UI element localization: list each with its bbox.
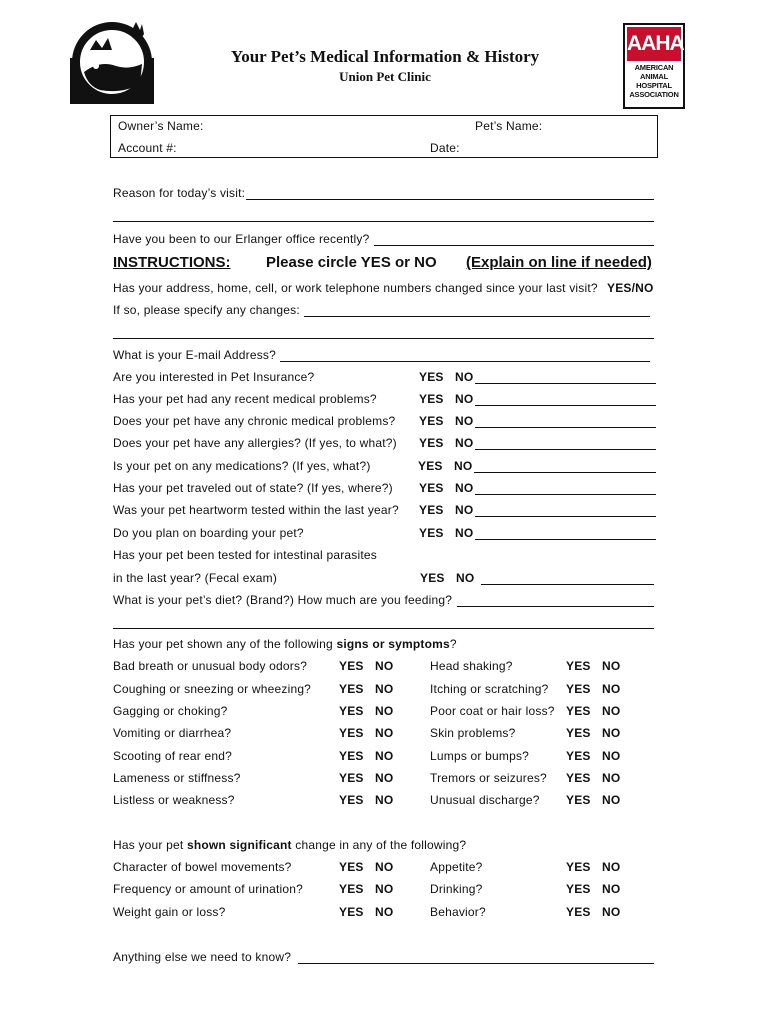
reason-line[interactable] <box>246 199 654 200</box>
yes-option[interactable]: YES <box>419 436 444 450</box>
anything-else-label: Anything else we need to know? <box>113 950 292 964</box>
reason-label: Reason for today’s visit: <box>113 186 246 200</box>
answer-line[interactable] <box>481 584 654 585</box>
aaha-line: AMERICAN <box>634 63 674 72</box>
address-change-question: Has your address, home, cell, or work telephone numbers changed since your last visit? <box>113 281 598 295</box>
question-label: Does your pet have any chronic medical problems? <box>113 414 396 428</box>
no-option[interactable]: NO <box>375 771 394 785</box>
email-line[interactable] <box>280 361 650 362</box>
yes-option[interactable]: YES <box>419 503 444 517</box>
symptom-label: Tremors or seizures? <box>430 771 547 785</box>
symptom-label: Itching or scratching? <box>430 682 549 696</box>
no-option[interactable]: NO <box>375 659 394 673</box>
no-option[interactable]: NO <box>375 793 394 807</box>
no-option[interactable]: NO <box>456 571 475 585</box>
yes-option[interactable]: YES <box>566 793 591 807</box>
question-label: Do you plan on boarding your pet? <box>113 526 304 540</box>
yes-option[interactable]: YES <box>419 481 444 495</box>
symptom-label: Lameness or stiffness? <box>113 771 241 785</box>
address-specify-line-2[interactable] <box>113 338 654 339</box>
symptom-label: Head shaking? <box>430 659 513 673</box>
aaha-line: ASSOCIATION <box>629 90 679 99</box>
no-option[interactable]: NO <box>602 860 621 874</box>
yes-option[interactable]: YES <box>566 882 591 896</box>
email-label: What is your E-mail Address? <box>113 348 276 362</box>
yes-option[interactable]: YES <box>566 860 591 874</box>
signs-intro-bold: signs or symptoms <box>336 637 450 651</box>
signs-intro-text: Has your pet shown any of the following <box>113 637 337 651</box>
no-option[interactable]: NO <box>455 503 474 517</box>
yes-option[interactable]: YES <box>566 704 591 718</box>
symptom-label: Vomiting or diarrhea? <box>113 726 232 740</box>
no-option[interactable]: NO <box>602 793 621 807</box>
yes-option[interactable]: YES <box>418 459 443 473</box>
yes-option[interactable]: YES <box>339 726 364 740</box>
diet-line[interactable] <box>457 606 654 607</box>
yes-option[interactable]: YES <box>566 659 591 673</box>
yes-option[interactable]: YES <box>419 526 444 540</box>
yes-option[interactable]: YES <box>566 749 591 763</box>
question-label: Is your pet on any medications? (If yes, what?) <box>113 459 371 473</box>
answer-line[interactable] <box>475 516 656 517</box>
answer-line[interactable] <box>475 427 656 428</box>
clinic-name: Union Pet Clinic <box>339 69 431 84</box>
yes-option[interactable]: YES <box>566 771 591 785</box>
answer-line[interactable] <box>475 539 656 540</box>
answer-line[interactable] <box>475 449 656 450</box>
symptom-label: Poor coat or hair loss? <box>430 704 555 718</box>
yes-option[interactable]: YES <box>420 571 445 585</box>
no-option[interactable]: NO <box>455 526 474 540</box>
address-specify-label: If so, please specify any changes: <box>113 303 300 317</box>
change-label: Drinking? <box>430 882 483 896</box>
parasite-question-line2: in the last year? (Fecal exam) <box>113 571 278 585</box>
no-option[interactable]: NO <box>602 659 621 673</box>
no-option[interactable]: NO <box>602 905 621 919</box>
no-option[interactable]: NO <box>454 459 473 473</box>
owner-name-label: Owner’s Name: <box>118 119 204 133</box>
yes-option[interactable]: YES <box>339 771 364 785</box>
no-option[interactable]: NO <box>602 682 621 696</box>
no-option[interactable]: NO <box>602 704 621 718</box>
erlanger-line[interactable] <box>374 245 654 246</box>
no-option[interactable]: NO <box>375 905 394 919</box>
yes-option[interactable]: YES <box>339 860 364 874</box>
date-label: Date: <box>430 141 460 155</box>
question-label: Has your pet traveled out of state? (If yes, where?) <box>113 481 393 495</box>
yes-option[interactable]: YES <box>339 682 364 696</box>
change-label: Frequency or amount of urination? <box>113 882 304 896</box>
yes-option[interactable]: YES <box>419 392 444 406</box>
no-option[interactable]: NO <box>602 726 621 740</box>
aaha-acronym: AAHA <box>627 27 681 61</box>
page-title: Your Pet’s Medical Information & History <box>230 47 540 66</box>
no-option[interactable]: NO <box>455 481 474 495</box>
change-intro-text: Has your pet <box>113 838 187 852</box>
answer-line[interactable] <box>474 472 656 473</box>
symptom-label: Scooting of rear end? <box>113 749 232 763</box>
answer-line[interactable] <box>475 405 656 406</box>
no-option[interactable]: NO <box>375 726 394 740</box>
no-option[interactable]: NO <box>602 749 621 763</box>
symptom-label: Bad breath or unusual body odors? <box>113 659 308 673</box>
answer-line[interactable] <box>475 383 656 384</box>
change-label: Behavior? <box>430 905 486 919</box>
symptom-label: Unusual discharge? <box>430 793 540 807</box>
no-option[interactable]: NO <box>602 771 621 785</box>
clinic-logo <box>70 20 156 106</box>
pet-name-label: Pet’s Name: <box>475 119 543 133</box>
instructions-explain: (Explain on line if needed) <box>466 254 652 271</box>
no-option[interactable]: NO <box>375 882 394 896</box>
symptom-label: Gagging or choking? <box>113 704 228 718</box>
question-label: Are you interested in Pet Insurance? <box>113 370 315 384</box>
change-intro <box>113 838 466 852</box>
parasite-question-line1: Has your pet been tested for intestinal parasites <box>113 548 377 562</box>
signs-intro-end: ? <box>449 637 457 651</box>
instructions-circle: Please circle YES or NO <box>266 254 437 271</box>
address-change-answer[interactable]: YES/NO <box>607 281 654 295</box>
yes-option[interactable]: YES <box>419 414 444 428</box>
yes-option[interactable]: YES <box>339 704 364 718</box>
signs-intro <box>113 637 457 651</box>
aaha-line: HOSPITAL <box>636 81 672 90</box>
symptom-label: Coughing or sneezing or wheezing? <box>113 682 312 696</box>
yes-option[interactable]: YES <box>339 905 364 919</box>
question-label: Has your pet had any recent medical problems? <box>113 392 377 406</box>
yes-option[interactable]: YES <box>339 882 364 896</box>
instructions-heading: INSTRUCTIONS: <box>113 254 231 271</box>
no-option[interactable]: NO <box>375 860 394 874</box>
symptom-label: Lumps or bumps? <box>430 749 530 763</box>
change-intro-bold: shown significant <box>186 838 292 852</box>
diet-label: What is your pet’s diet? (Brand?) How much are you feeding? <box>113 593 453 607</box>
no-option[interactable]: NO <box>375 704 394 718</box>
aaha-logo <box>623 23 685 109</box>
yes-option[interactable]: YES <box>419 370 444 384</box>
change-label: Weight gain or loss? <box>113 905 226 919</box>
no-option[interactable]: NO <box>375 749 394 763</box>
symptom-label: Listless or weakness? <box>113 793 235 807</box>
no-option[interactable]: NO <box>455 392 474 406</box>
yes-option[interactable]: YES <box>339 749 364 763</box>
question-label: Was your pet heartworm tested within the last year? <box>113 503 399 517</box>
no-option[interactable]: NO <box>455 370 474 384</box>
reason-line-2[interactable] <box>113 221 654 222</box>
answer-line[interactable] <box>475 494 656 495</box>
no-option[interactable]: NO <box>602 882 621 896</box>
yes-option[interactable]: YES <box>339 793 364 807</box>
diet-line-2[interactable] <box>113 628 654 629</box>
change-intro-end: change in any of the following? <box>291 838 467 852</box>
anything-else-line[interactable] <box>298 963 654 964</box>
account-label: Account #: <box>118 141 177 155</box>
question-label: Does your pet have any allergies? (If yes, to what?) <box>113 436 397 450</box>
change-label: Character of bowel movements? <box>113 860 292 874</box>
change-label: Appetite? <box>430 860 483 874</box>
symptom-label: Skin problems? <box>430 726 516 740</box>
yes-option[interactable]: YES <box>339 659 364 673</box>
address-specify-line[interactable] <box>304 316 650 317</box>
yes-option[interactable]: YES <box>566 682 591 696</box>
no-option[interactable]: NO <box>375 682 394 696</box>
no-option[interactable]: NO <box>455 414 474 428</box>
erlanger-label: Have you been to our Erlanger office recently? <box>113 232 370 246</box>
yes-option[interactable]: YES <box>566 905 591 919</box>
aaha-line: ANIMAL <box>640 72 668 81</box>
no-option[interactable]: NO <box>455 436 474 450</box>
yes-option[interactable]: YES <box>566 726 591 740</box>
